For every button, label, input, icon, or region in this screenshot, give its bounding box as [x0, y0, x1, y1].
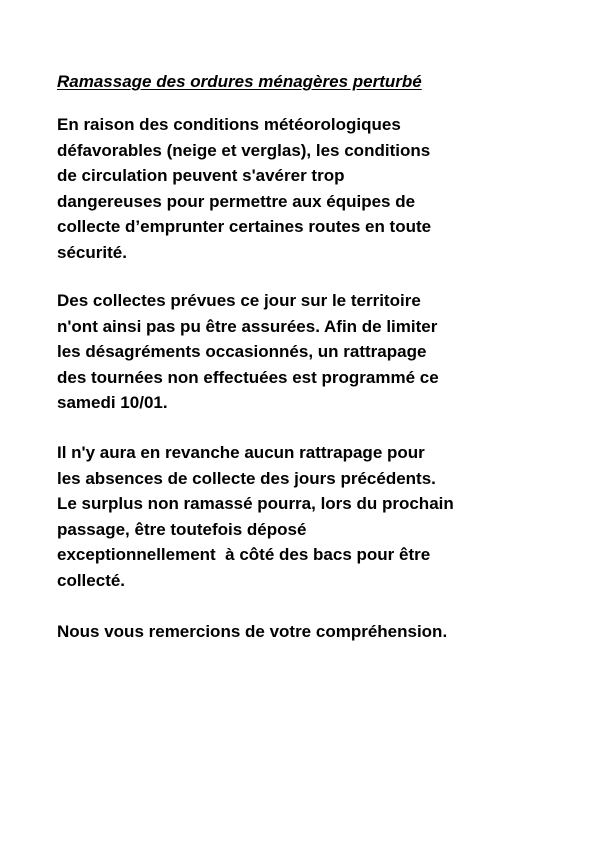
paragraph-line: les désagréments occasionnés, un rattrapage — [57, 342, 427, 361]
paragraph-line: sécurité. — [57, 242, 127, 262]
paragraph-line: Nous vous remercions de votre compréhension. — [57, 622, 448, 641]
paragraph-thanks — [57, 619, 447, 645]
document-title: Ramassage des ordures ménagères perturbé — [57, 72, 422, 91]
paragraph-line: passage, être toutefois déposé — [57, 519, 307, 539]
paragraph-line: En raison des conditions météorologiques — [57, 115, 401, 134]
paragraph-line: Il n'y aura en revanche aucun rattrapage pour — [57, 443, 425, 462]
paragraph-line: les absences de collecte des jours précédents. — [57, 468, 436, 488]
paragraph-line: de circulation peuvent s'avérer trop — [57, 166, 345, 185]
paragraph-line: collecte d’emprunter certaines routes en toute — [57, 217, 432, 236]
paragraph-line: des tournées non effectuées est programmé ce — [57, 367, 439, 387]
paragraph-line: exceptionnellement à côté des bacs pour être — [57, 545, 431, 564]
paragraph-line: Le surplus non ramassé pourra, lors du prochain — [57, 494, 454, 513]
paragraph-line: samedi 10/01. — [57, 393, 168, 412]
paragraph-line: Des collectes prévues ce jour sur le territoire — [57, 291, 421, 310]
paragraph-line: défavorables (neige et verglas), les conditions — [57, 140, 431, 160]
paragraph-catch-up-collection — [57, 288, 439, 416]
paragraph-line: n'ont ainsi pas pu être assurées. Afin de limiter — [57, 316, 438, 336]
paragraph-line: dangereuses pour permettre aux équipes de — [57, 191, 416, 211]
paragraph-no-catch-up — [57, 440, 454, 593]
paragraph-weather-conditions — [57, 112, 431, 265]
paragraph-line: collecté. — [57, 570, 126, 590]
